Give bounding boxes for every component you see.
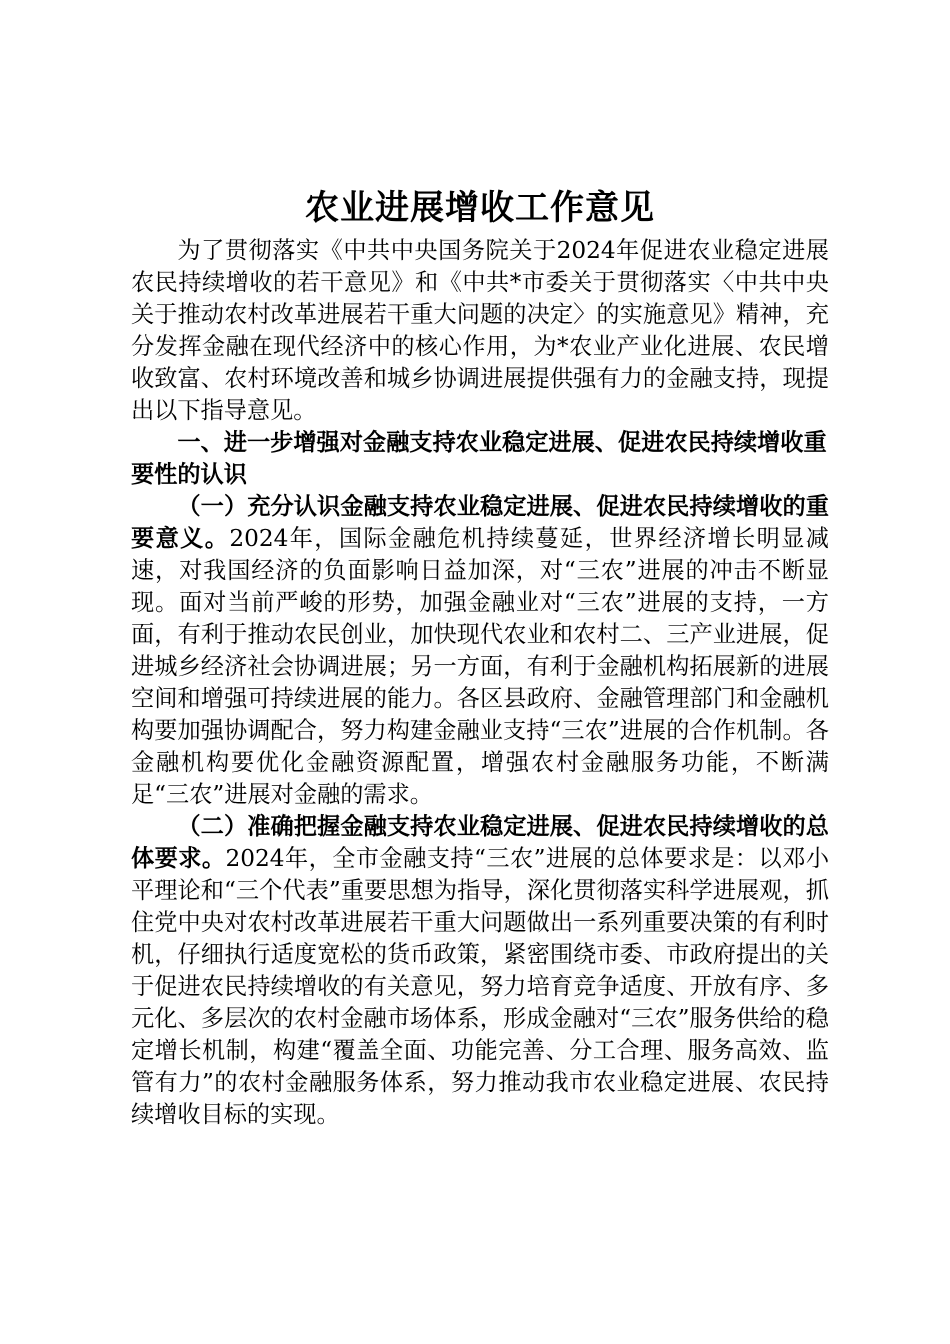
subsection-2-paragraph xyxy=(131,811,829,1131)
subsection-1-lead: （一）充分认识金融支持农业稳定进展、促进农民持续增收的重要意义。 xyxy=(131,493,829,552)
subsection-2-lead: （二）准确把握金融支持农业稳定进展、促进农民持续增收的总体要求。 xyxy=(131,813,829,872)
subsection-1-body: 2024年，国际金融危机持续蔓延，世界经济增长明显减速，对我国经济的负面影响日益加深，对“三农”进展的冲击不断显现。面对当前严峻的形势，加强金融业对“三农”进展的支持，一方面，有利于推动农民创业，加快现代农业和农村二、三产业进展，促进城乡经济社会协调进展；另一方面，有利于金融机构拓展新的进展空间和增强可持续进展的能力。各区县政府、金融管理部门和金融机构要加强协调配合，努力构建金融业支持“三农”进展的合作机制。各金融机构要优化金融资源配置，增强农村金融服务功能，不断满足“三农”进展对金融的需求。 xyxy=(131,525,829,808)
intro-paragraph: 为了贯彻落实《中共中央国务院关于2024年促进农业稳定进展农民持续增收的若干意见》和《中共*市委关于贯彻落实〈中共中央关于推动农村改革进展若干重大问题的决定〉的实施意见》精神，充分发挥金融在现代经济中的核心作用，为*农业产业化进展、农民增收致富、农村环境改善和城乡协调进展提供强有力的金融支持，现提出以下指导意见。 xyxy=(131,237,829,424)
section-1-heading: 一、进一步增强对金融支持农业稳定进展、促进农民持续增收重要性的认识 xyxy=(131,429,827,488)
subsection-2-body: 2024年，全市金融支持“三农”进展的总体要求是：以邓小平理论和“三个代表”重要思想为指导，深化贯彻落实科学进展观，抓住党中央对农村改革进展若干重大问题做出一系列重要决策的有利时机，仔细执行适度宽松的货币政策，紧密围绕市委、市政府提出的关于促进农民持续增收的有关意见，努力培育竞争适度、开放有序、多元化、多层次的农村金融市场体系，形成金融对“三农”服务供给的稳定增长机制，构建“覆盖全面、功能完善、分工合理、服务高效、监管有力”的农村金融服务体系，努力推动我市农业稳定进展、农民持续增收目标的实现。 xyxy=(131,845,830,1128)
document-title: 农业进展增收工作意见 xyxy=(305,188,655,228)
subsection-1-paragraph xyxy=(131,491,829,811)
document-page xyxy=(131,185,829,1131)
